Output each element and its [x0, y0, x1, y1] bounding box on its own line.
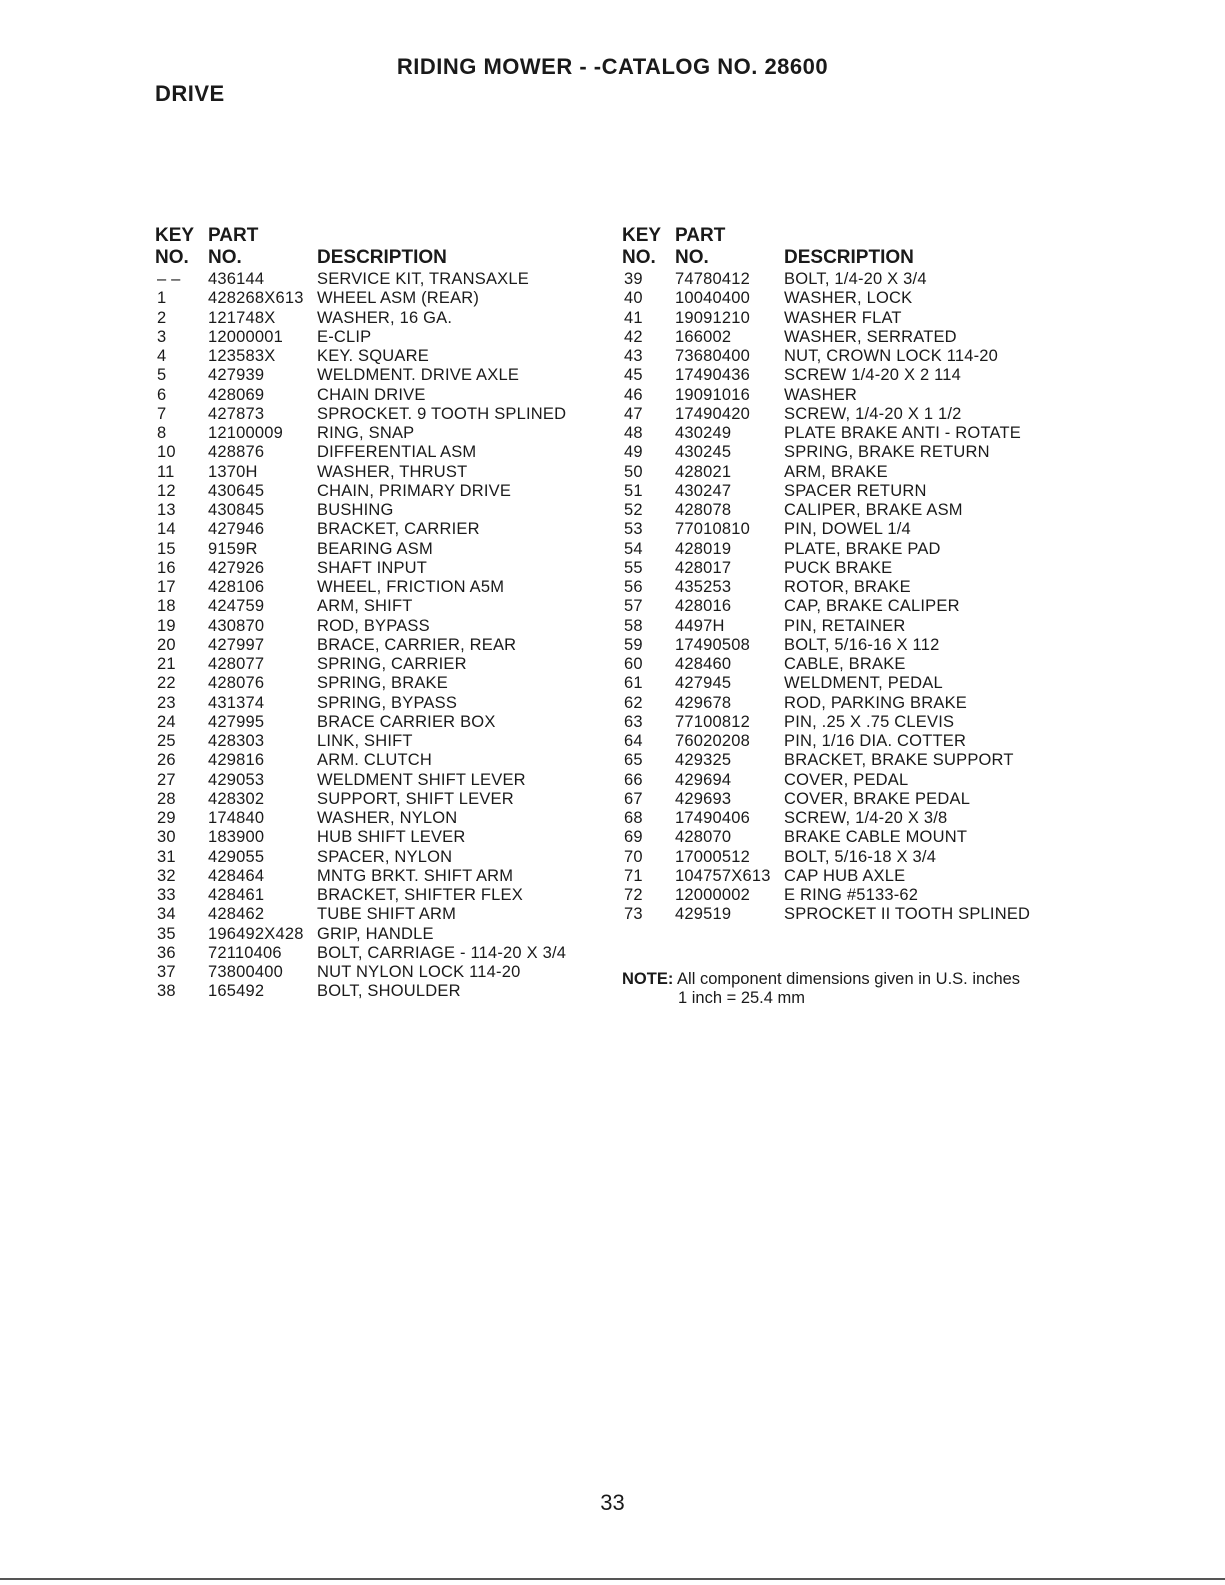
key-number: 50: [624, 462, 643, 481]
part-description: ROD, PARKING BRAKE: [784, 693, 967, 712]
part-number: 429325: [675, 751, 732, 770]
key-number: 40: [624, 289, 643, 308]
part-number: 427873: [208, 404, 265, 423]
part-number: 183900: [208, 828, 265, 847]
key-number: 47: [624, 404, 643, 423]
part-description: LINK, SHIFT: [317, 732, 413, 750]
part-description: WELDMENT SHIFT LEVER: [317, 770, 526, 789]
key-number: 13: [157, 501, 176, 519]
part-number: 428462: [208, 905, 265, 924]
key-number: 51: [624, 481, 643, 500]
part-description: COVER, PEDAL: [784, 770, 909, 789]
part-number: 431374: [208, 693, 265, 712]
part-description: SUPPORT, SHIFT LEVER: [317, 789, 514, 808]
part-number: 428070: [675, 828, 732, 847]
part-number: 121748X: [208, 308, 276, 327]
part-number: 12100009: [208, 424, 284, 442]
part-number: 77010810: [675, 520, 751, 539]
section-heading: DRIVE: [155, 81, 225, 106]
key-number: 12: [157, 481, 176, 500]
part-number: 428076: [208, 674, 265, 693]
part-number: 430845: [208, 501, 265, 519]
part-description: BRACKET, BRAKE SUPPORT: [784, 751, 1014, 770]
part-number: 427997: [208, 635, 265, 654]
key-number: 31: [157, 847, 176, 866]
key-number: 24: [157, 712, 176, 731]
part-number: 428077: [208, 655, 265, 673]
part-description: ROD, BYPASS: [317, 616, 430, 635]
part-number: 428021: [675, 462, 732, 481]
key-number: 42: [624, 327, 643, 346]
key-number: 22: [157, 674, 176, 693]
header-key-no: NO.: [155, 247, 189, 268]
key-number: 8: [157, 424, 167, 442]
part-description: WASHER, NYLON: [317, 809, 458, 827]
key-number: 27: [157, 770, 176, 789]
part-number: 166002: [675, 327, 732, 346]
part-number: 427945: [675, 674, 732, 693]
part-description: ARM, SHIFT: [317, 597, 413, 616]
note-text: All component dimensions given in U.S. inches: [677, 970, 1021, 988]
part-number: 428069: [208, 385, 265, 404]
part-number: 428464: [208, 866, 265, 885]
key-number: 45: [624, 366, 643, 385]
key-number: 70: [624, 847, 643, 866]
part-description: KEY. SQUARE: [317, 347, 429, 365]
part-number: 74780412: [675, 270, 751, 288]
part-description: CAP HUB AXLE: [784, 866, 906, 885]
part-description: BOLT, 5/16-16 X 112: [784, 635, 940, 654]
part-description: WHEEL ASM (REAR): [317, 289, 480, 308]
header-key: KEY: [155, 225, 195, 246]
part-number: 427995: [208, 712, 265, 731]
part-description: WHEEL, FRICTION A5M: [317, 578, 505, 596]
part-number: 73680400: [675, 347, 751, 365]
key-number: 46: [624, 385, 643, 404]
part-number: 12000001: [208, 327, 284, 346]
key-number: 6: [157, 385, 167, 404]
part-number: 174840: [208, 809, 265, 827]
key-number: 5: [157, 366, 167, 385]
key-number: 11: [157, 462, 175, 481]
part-number: 429519: [675, 905, 732, 924]
header-part-no: NO.: [675, 247, 709, 268]
part-description: PUCK BRAKE: [784, 558, 893, 577]
part-number: 429678: [675, 693, 732, 712]
part-description: HUB SHIFT LEVER: [317, 828, 466, 847]
part-description: PLATE BRAKE ANTI - ROTATE: [784, 424, 1021, 442]
part-number: 165492: [208, 982, 265, 1001]
part-description: PIN, DOWEL 1/4: [784, 520, 911, 539]
header-description: DESCRIPTION: [784, 247, 914, 268]
part-number: 1370H: [208, 462, 258, 481]
key-number: 58: [624, 616, 643, 635]
part-description: SPRING, BRAKE RETURN: [784, 443, 990, 462]
part-number: 429694: [675, 770, 732, 789]
key-number: 35: [157, 924, 176, 943]
key-number: 7: [157, 404, 167, 423]
part-number: 430249: [675, 424, 732, 442]
part-number: 429816: [208, 751, 265, 770]
part-description: SERVICE KIT, TRANSAXLE: [317, 270, 529, 288]
part-description: WELDMENT, PEDAL: [784, 674, 943, 693]
part-number: 427926: [208, 558, 265, 577]
key-number: 60: [624, 655, 643, 673]
part-number: 9159R: [208, 539, 258, 558]
part-description: BOLT, SHOULDER: [317, 982, 461, 1001]
key-number: 10: [157, 443, 176, 462]
part-number: 428078: [675, 501, 732, 519]
key-number: 1: [157, 289, 167, 308]
header-part: PART: [675, 225, 726, 246]
key-number: 3: [157, 327, 167, 346]
part-number: 17490436: [675, 366, 751, 385]
page-title: RIDING MOWER - -CATALOG NO. 28600: [396, 54, 829, 79]
part-number: 428876: [208, 443, 265, 462]
part-description: GRIP, HANDLE: [317, 924, 434, 943]
part-number: 430247: [675, 481, 732, 500]
part-number: 436144: [208, 270, 265, 288]
part-description: SPRING, CARRIER: [317, 655, 467, 673]
key-number: 14: [157, 520, 176, 539]
key-number: 68: [624, 809, 643, 827]
part-description: WASHER, SERRATED: [784, 327, 957, 346]
part-description: WASHER, LOCK: [784, 289, 913, 308]
part-number: 427946: [208, 520, 265, 539]
part-description: E RING #5133-62: [784, 886, 919, 904]
part-description: BOLT, CARRIAGE - 114-20 X 3/4: [317, 943, 567, 962]
part-number: 196492X428: [208, 924, 304, 943]
key-number: 67: [624, 789, 643, 808]
key-number: 19: [157, 616, 176, 635]
part-description: CHAIN, PRIMARY DRIVE: [317, 481, 512, 500]
part-number: 123583X: [208, 347, 276, 365]
key-number: 30: [157, 828, 176, 847]
part-number: 428017: [675, 558, 732, 577]
key-number: 66: [624, 770, 643, 789]
part-description: WELDMENT. DRIVE AXLE: [317, 366, 520, 385]
dimension-note: [622, 970, 1020, 1008]
part-number: 429053: [208, 770, 265, 789]
part-description: SCREW, 1/4-20 X 1 1/2: [784, 404, 962, 423]
part-number: 428302: [208, 789, 265, 808]
part-description: ARM, BRAKE: [784, 462, 888, 481]
page-number: 33: [600, 1490, 625, 1515]
part-number: 10040400: [675, 289, 751, 308]
key-number: 49: [624, 443, 643, 462]
note-label: NOTE:: [622, 970, 674, 988]
part-description: SPROCKET II TOOTH SPLINED: [784, 905, 1031, 924]
part-description: PIN, 1/16 DIA. COTTER: [784, 732, 967, 750]
part-description: BRAKE CABLE MOUNT: [784, 828, 968, 847]
part-description: SPACER, NYLON: [317, 847, 453, 866]
part-number: 424759: [208, 597, 265, 616]
part-number: 77100812: [675, 712, 751, 731]
part-number: 17490508: [675, 635, 751, 654]
key-number: 36: [157, 943, 176, 962]
key-number: 15: [157, 539, 176, 558]
key-number: 57: [624, 597, 643, 616]
part-description: RING, SNAP: [317, 424, 415, 442]
key-number: 53: [624, 520, 643, 539]
header-part: PART: [208, 225, 259, 246]
key-number: 61: [624, 674, 643, 693]
part-description: TUBE SHIFT ARM: [317, 905, 457, 924]
key-number: 33: [157, 886, 176, 904]
part-description: SPRING, BYPASS: [317, 693, 458, 712]
part-description: NUT, CROWN LOCK 114-20: [784, 347, 999, 365]
part-description: WASHER: [784, 385, 858, 404]
part-description: SHAFT INPUT: [317, 558, 428, 577]
part-description: SPROCKET. 9 TOOTH SPLINED: [317, 404, 567, 423]
key-number: 62: [624, 693, 643, 712]
key-number: 64: [624, 732, 643, 750]
key-number: 29: [157, 809, 176, 827]
part-number: 428106: [208, 578, 265, 596]
part-number: 17490406: [675, 809, 751, 827]
key-number: 32: [157, 866, 176, 885]
key-number: 25: [157, 732, 176, 750]
part-description: PIN, .25 X .75 CLEVIS: [784, 712, 955, 731]
key-number: 39: [624, 270, 643, 288]
part-description: BOLT, 5/16-18 X 3/4: [784, 847, 937, 866]
part-description: CALIPER, BRAKE ASM: [784, 501, 963, 519]
key-number: 28: [157, 789, 176, 808]
key-number: 16: [157, 558, 176, 577]
key-number: 2: [157, 308, 167, 327]
part-number: 19091016: [675, 385, 751, 404]
part-number: 12000002: [675, 886, 751, 904]
header-key: KEY: [622, 225, 662, 246]
key-number: 23: [157, 693, 176, 712]
key-number: 63: [624, 712, 643, 731]
header-key-no: NO.: [622, 247, 656, 268]
key-number: – –: [157, 270, 181, 288]
key-number: 55: [624, 558, 643, 577]
part-description: ROTOR, BRAKE: [784, 578, 911, 596]
key-number: 4: [157, 347, 167, 365]
key-number: 69: [624, 828, 643, 847]
key-number: 17: [157, 578, 176, 596]
part-number: 76020208: [675, 732, 751, 750]
note-conversion: 1 inch = 25.4 mm: [678, 989, 806, 1007]
part-description: PLATE, BRAKE PAD: [784, 539, 941, 558]
part-description: DIFFERENTIAL ASM: [317, 443, 477, 462]
key-number: 56: [624, 578, 643, 596]
key-number: 34: [157, 905, 176, 924]
key-number: 37: [157, 963, 176, 981]
key-number: 71: [624, 866, 643, 885]
part-number: 428019: [675, 539, 732, 558]
part-number: 428268X613: [208, 289, 304, 308]
part-number: 19091210: [675, 308, 751, 327]
part-number: 430870: [208, 616, 265, 635]
part-number: 104757X613: [675, 866, 771, 885]
part-description: BRACKET, CARRIER: [317, 520, 480, 539]
bottom-divider: [0, 1578, 1225, 1580]
part-number: 428016: [675, 597, 732, 616]
key-number: 59: [624, 635, 643, 654]
part-number: 427939: [208, 366, 265, 385]
key-number: 52: [624, 501, 643, 519]
key-number: 73: [624, 905, 643, 924]
part-number: 428460: [675, 655, 732, 673]
part-description: CHAIN DRIVE: [317, 385, 426, 404]
key-number: 41: [624, 308, 643, 327]
part-description: BOLT, 1/4-20 X 3/4: [784, 270, 927, 288]
part-number: 429055: [208, 847, 265, 866]
part-description: WASHER, 16 GA.: [317, 308, 453, 327]
key-number: 38: [157, 982, 176, 1001]
part-description: BEARING ASM: [317, 539, 433, 558]
part-description: WASHER FLAT: [784, 308, 902, 327]
key-number: 54: [624, 539, 643, 558]
key-number: 21: [157, 655, 176, 673]
key-number: 26: [157, 751, 176, 770]
part-number: 435253: [675, 578, 732, 596]
part-number: 17490420: [675, 404, 751, 423]
part-number: 428461: [208, 886, 265, 904]
part-description: MNTG BRKT. SHIFT ARM: [317, 866, 514, 885]
part-description: BUSHING: [317, 501, 394, 519]
part-number: 430645: [208, 481, 265, 500]
part-description: COVER, BRAKE PEDAL: [784, 789, 971, 808]
part-description: BRACE, CARRIER, REAR: [317, 635, 517, 654]
part-number: 73800400: [208, 963, 284, 981]
part-number: 72110406: [208, 943, 282, 962]
key-number: 65: [624, 751, 643, 770]
key-number: 18: [157, 597, 176, 616]
part-number: 430245: [675, 443, 732, 462]
part-number: 428303: [208, 732, 265, 750]
key-number: 72: [624, 886, 643, 904]
part-description: CAP, BRAKE CALIPER: [784, 597, 960, 616]
key-number: 48: [624, 424, 643, 442]
part-description: WASHER, THRUST: [317, 462, 468, 481]
part-description: BRACKET, SHIFTER FLEX: [317, 886, 523, 904]
part-description: SCREW, 1/4-20 X 3/8: [784, 809, 948, 827]
part-number: 17000512: [675, 847, 751, 866]
key-number: 20: [157, 635, 176, 654]
key-number: 43: [624, 347, 643, 365]
part-description: PIN, RETAINER: [784, 616, 906, 635]
part-description: ARM. CLUTCH: [317, 751, 432, 770]
part-description: NUT NYLON LOCK 114-20: [317, 963, 521, 981]
part-description: E-CLIP: [317, 327, 372, 346]
part-number: 4497H: [675, 616, 725, 635]
part-description: SCREW 1/4-20 X 2 114: [784, 366, 962, 385]
part-description: BRACE CARRIER BOX: [317, 712, 496, 731]
header-description: DESCRIPTION: [317, 247, 447, 268]
part-description: CABLE, BRAKE: [784, 655, 906, 673]
part-description: SPRING, BRAKE: [317, 674, 448, 693]
part-number: 429693: [675, 789, 732, 808]
header-part-no: NO.: [208, 247, 242, 268]
part-description: SPACER RETURN: [784, 481, 927, 500]
